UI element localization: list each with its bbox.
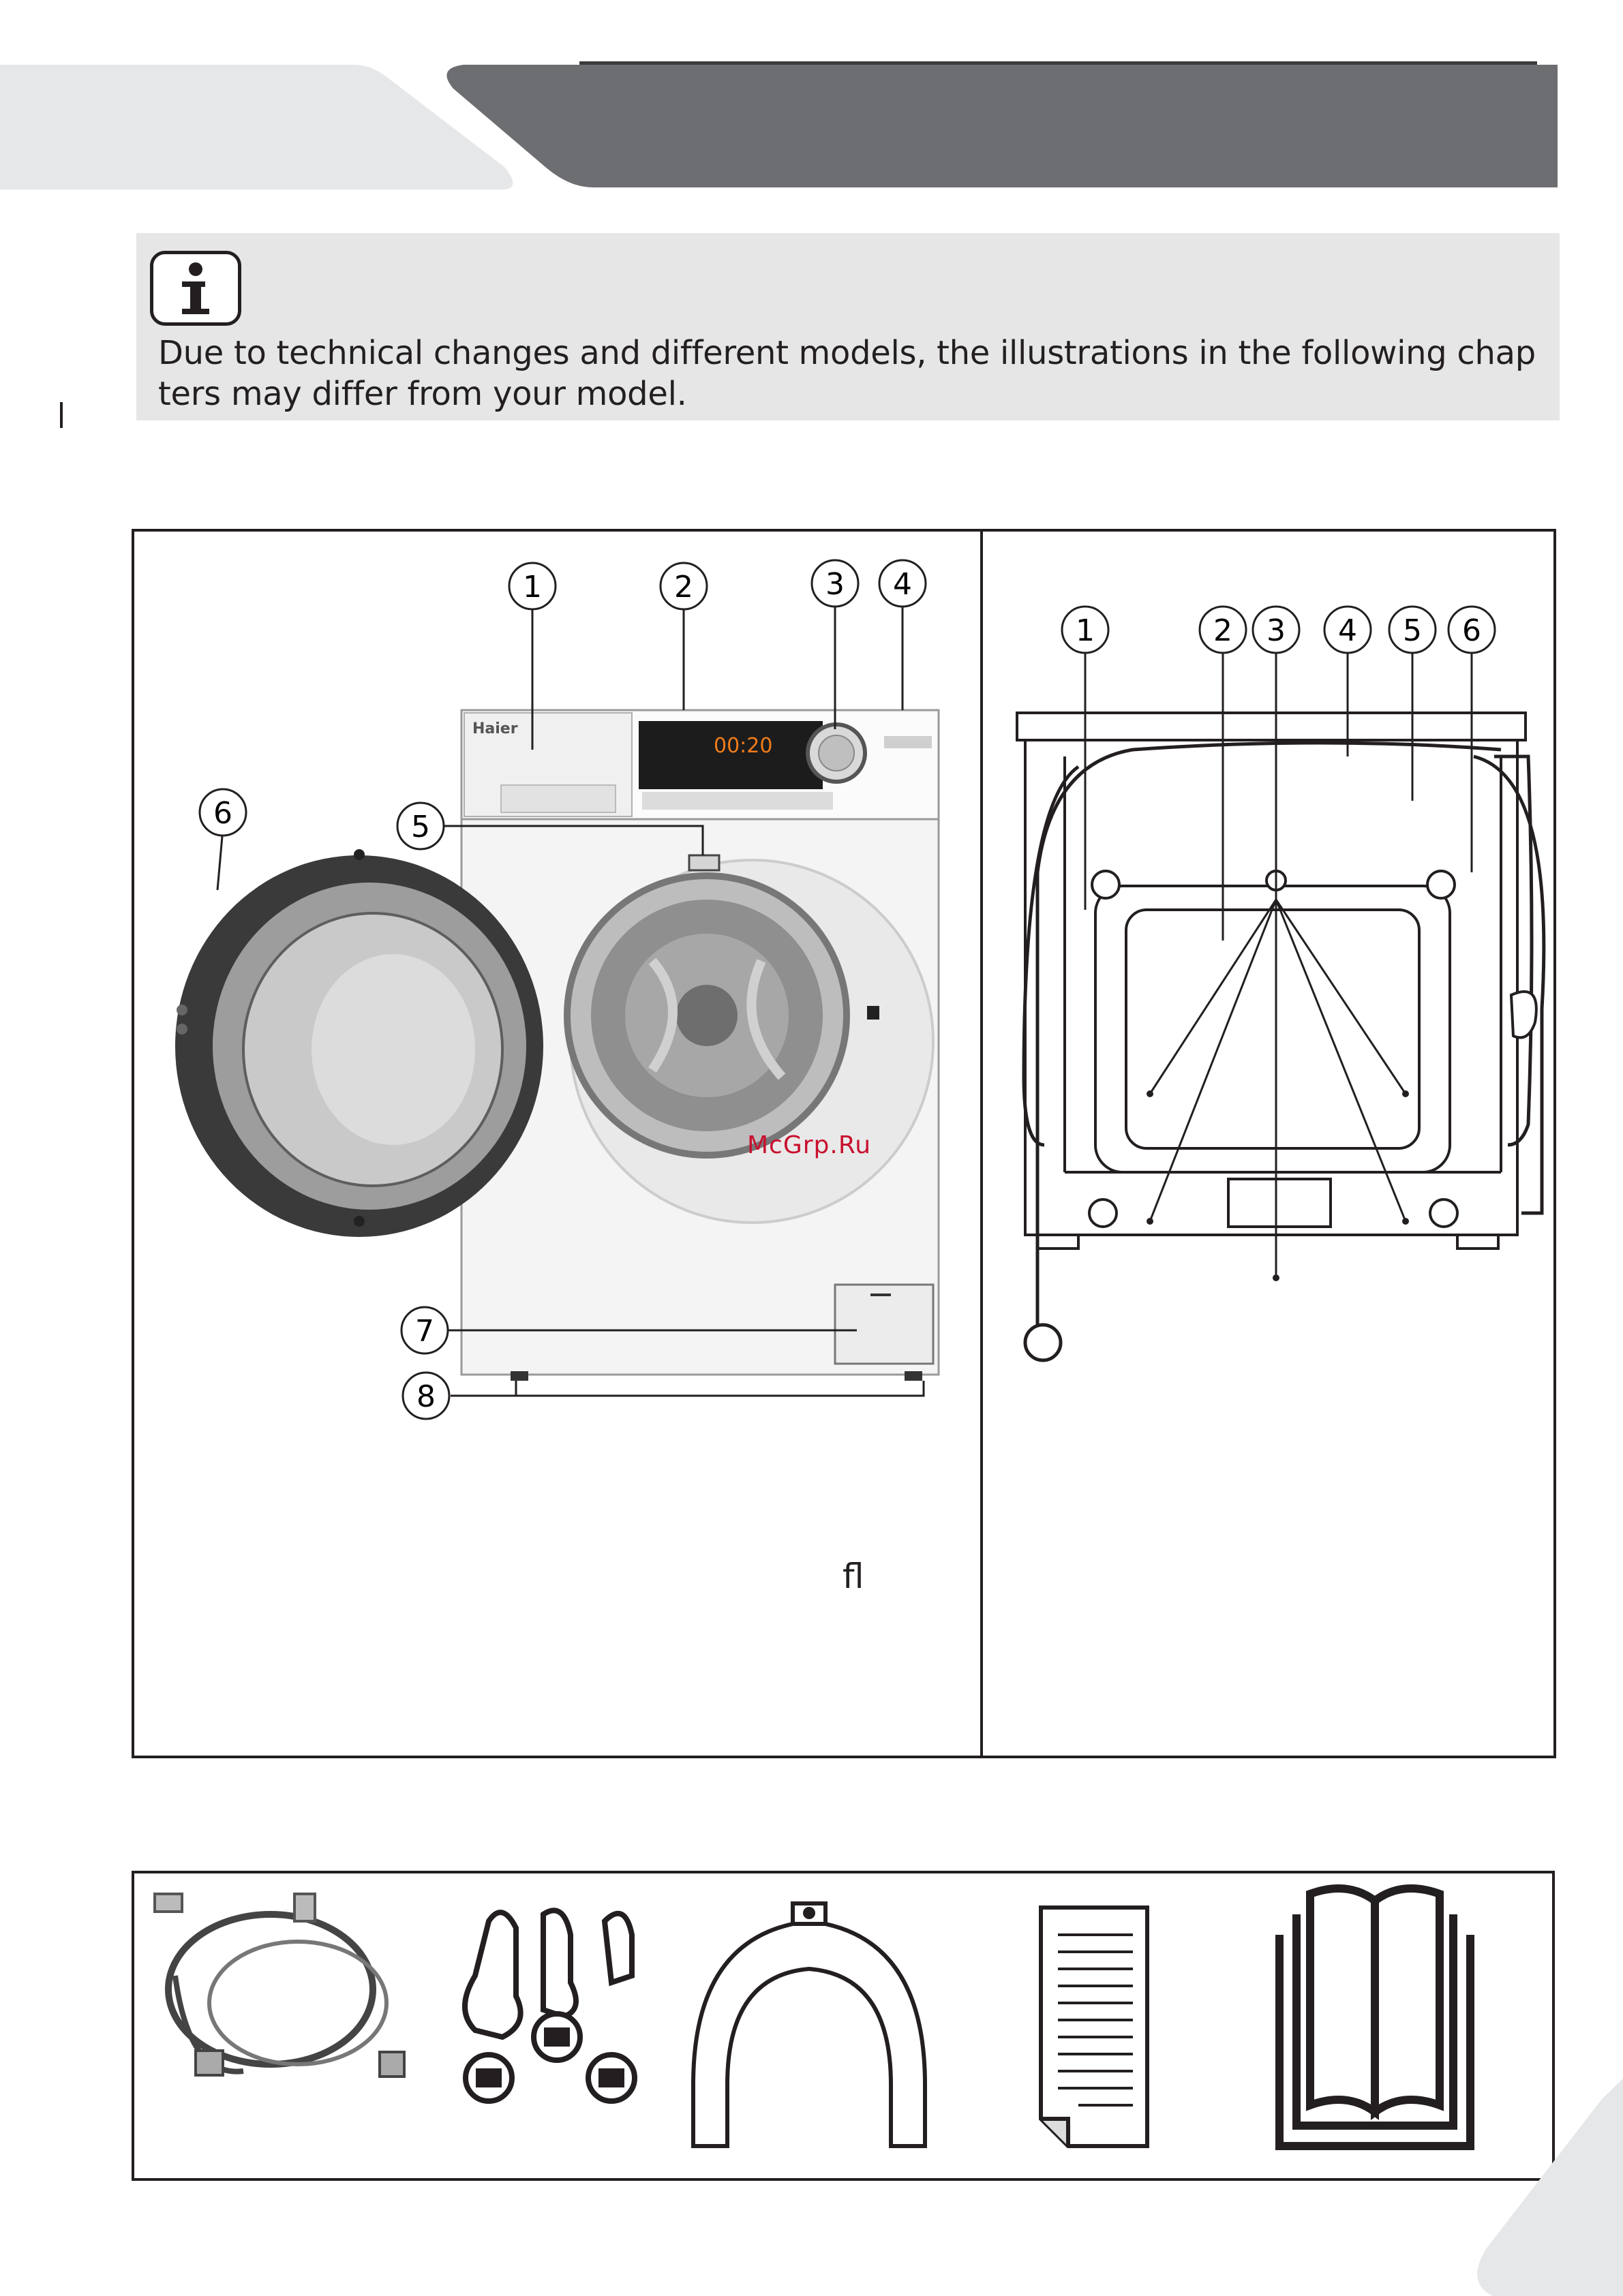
page-corner-decoration <box>1466 2079 1623 2296</box>
front-callout-7 <box>401 1307 448 1353</box>
drain-hose-end <box>1025 1325 1061 1360</box>
back-callout-1 <box>1062 607 1108 653</box>
margin-mark <box>60 402 63 428</box>
svg-text:2: 2 <box>674 570 693 604</box>
foot-right <box>905 1371 922 1381</box>
front-callout-1 <box>509 563 556 609</box>
svg-text:1: 1 <box>1076 613 1095 648</box>
power-button <box>884 736 932 748</box>
back-callout-2 <box>1200 607 1246 653</box>
svg-text:3: 3 <box>1266 613 1286 648</box>
svg-text:6: 6 <box>1462 613 1481 648</box>
front-callout-4 <box>879 560 926 607</box>
accessories-panel <box>132 1871 1555 2181</box>
front-callout-5 <box>397 803 444 849</box>
svg-text:7: 7 <box>415 1314 434 1349</box>
svg-text:2: 2 <box>1213 613 1232 648</box>
door-handle-knob <box>177 1005 187 1015</box>
hose-bend-icon <box>693 1903 925 2146</box>
manual-book-icon <box>1279 1888 1470 2146</box>
back-hoses <box>1024 743 1544 1349</box>
svg-text:5: 5 <box>1403 613 1422 648</box>
header-bar-edge <box>579 61 1537 65</box>
page-header <box>0 0 1623 198</box>
svg-text:3: 3 <box>825 567 845 602</box>
drum-center <box>676 985 738 1046</box>
front-callout-2 <box>661 563 707 609</box>
back-callout-4 <box>1324 607 1371 653</box>
back-screws <box>1147 1090 1409 1281</box>
door-screw <box>354 849 365 860</box>
svg-text:4: 4 <box>893 567 912 602</box>
back-callout-6 <box>1448 607 1495 653</box>
hose-icon <box>155 1894 404 2077</box>
door-lock <box>689 855 719 870</box>
svg-text:5: 5 <box>411 810 430 844</box>
stray-ligature-text: fl <box>843 1557 864 1596</box>
front-callout-8 <box>403 1373 449 1419</box>
back-view-panel <box>980 529 1556 1758</box>
drawer-handle <box>501 785 616 812</box>
transport-bolt-covers-icon <box>465 1910 635 2101</box>
header-bar <box>446 65 1558 187</box>
inlet-valve <box>1511 992 1536 1038</box>
door-glass-inner <box>312 954 475 1145</box>
front-callout-3 <box>812 560 858 607</box>
door-screw <box>354 1216 365 1227</box>
watermark: McGrp.Ru <box>747 1131 872 1159</box>
dial-center <box>819 735 854 771</box>
back-callout-3 <box>1253 607 1299 653</box>
service-flap <box>835 1285 933 1364</box>
header-left-tab <box>0 65 513 189</box>
service-flap-slot <box>870 1294 891 1296</box>
foot-left <box>511 1371 528 1381</box>
display-time: 00:20 <box>714 734 773 758</box>
svg-text:4: 4 <box>1338 613 1357 648</box>
info-note-text <box>158 333 1556 414</box>
svg-text:8: 8 <box>416 1379 436 1414</box>
back-view-illustration <box>983 532 1553 1756</box>
door-latch <box>867 1006 879 1020</box>
info-note-line-2: ters may differ from your model. <box>158 375 687 413</box>
info-note-line-1: Due to technical changes and different models, the illustrations in the following chap <box>158 334 1536 372</box>
brand-label: Haier <box>472 720 518 737</box>
svg-text:1: 1 <box>523 570 542 604</box>
info-icon <box>150 251 241 326</box>
back-machine-outline <box>1017 713 1526 1249</box>
leaflet-icon <box>1041 1908 1147 2146</box>
button-row <box>642 792 833 810</box>
accessories-illustration <box>134 1873 1552 2178</box>
svg-text:6: 6 <box>213 796 232 831</box>
door-handle-knob <box>177 1024 187 1035</box>
front-callout-6 <box>200 789 246 836</box>
back-callout-5 <box>1389 607 1436 653</box>
